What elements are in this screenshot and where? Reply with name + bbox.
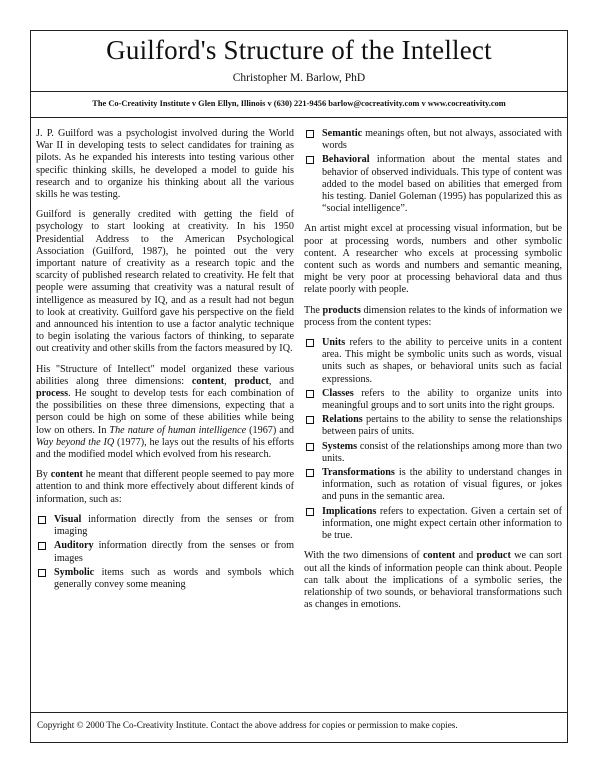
list-item: Units refers to the ability to perceive units in a content area. This might be symbolic units such as words, visual units such as shapes, or behavioral units such as facial expressions. (304, 337, 562, 386)
list-item: Semantic meanings often, but not always, associated with words (304, 128, 562, 152)
divider (31, 91, 567, 92)
paragraph-products: The products dimension relates to the kinds of information we process from the content types: (304, 304, 562, 328)
checkbox-icon (38, 542, 46, 550)
paragraph-model: His "Structure of Intellect" model organized these various abilities along three dimensions: content, product, and process. He sought to develop tests for each combination of the possibilities on these three dimensions, expecting that a person could be high on some of these abilities while being low on others. In The nature of human intelligence (1967) and Way beyond the IQ (1977), he lays out the results of his efforts and the modified model which evolved from his research. (36, 363, 295, 461)
checkbox-icon (306, 443, 314, 451)
checkbox-icon (38, 569, 46, 577)
content-list (36, 514, 294, 591)
document-frame (30, 30, 568, 743)
list-item: Systems consist of the relationships among more than two units. (304, 441, 562, 465)
content-list-continued (304, 128, 562, 215)
checkbox-icon (38, 516, 46, 524)
checkbox-icon (306, 416, 314, 424)
paragraph-intro: J. P. Guilford was a psychologist involved during the World War II in developing tests to select candidates for training as pilots. As he expanded his interests into testing various other specific thinking skills, he developed a model to guide his research and to organize his thinking about all the various skills he was testing. (36, 128, 294, 201)
divider (31, 712, 567, 713)
checkbox-icon (306, 469, 314, 477)
paragraph-content: By content he meant that different people seemed to pay more attention to and think more effectively about different kinds of information, such as: (36, 469, 295, 505)
checkbox-icon (306, 339, 314, 347)
author-line: Christopher M. Barlow, PhD (232, 72, 366, 84)
list-item: Symbolic items such as words and symbols which generally convey some meaning (36, 567, 294, 591)
checkbox-icon (306, 390, 314, 398)
products-list (304, 337, 562, 542)
list-item: Implications refers to expectation. Given a certain set of information, one might expect certain other information to be true. (304, 506, 562, 543)
checkbox-icon (306, 156, 314, 164)
checkbox-icon (306, 130, 314, 138)
copyright-notice: Copyright © 2000 The Co-Creativity Institute. Contact the above address for copies or permission to make copies. (37, 720, 458, 730)
list-item: Behavioral information about the mental states and behavior of observed individuals. This type of content was added to the model based on abilities that emerged from his testing. Daniel Goleman (1995) has popularized this as “social intelligence”. (304, 154, 562, 215)
list-item: Auditory information directly from the senses or from images (36, 540, 294, 564)
left-column (36, 128, 294, 599)
right-column (304, 128, 562, 619)
list-item: Transformations is the ability to understand changes in information, such as rotation of visual figures, or jokes and puns in the semantic area. (304, 467, 562, 504)
paragraph-artist: An artist might excel at processing visual information, but be poor at processing words, numbers and other symbolic content. A researcher who excels at processing symbolic content such as words and numbers and semantic meaning, might be very poor at processing behavioral data and thus relate poorly with people. (304, 223, 562, 296)
list-item: Visual information directly from the senses or from imaging (36, 514, 294, 538)
contact-line: The Co-Creativity Institute v Glen Ellyn, Illinois v (630) 221-9456 barlow@cocreativity.com v www.cocreativity.com (92, 99, 506, 108)
paragraph-creativity: Guilford is generally credited with getting the field of psychology to start looking at creativity. In his 1950 Presidential Address to the American Psychological Association (Guilford, 1987), he pointed out the very important nature of creativity as a research topic and the scarcity of published research related to creativity. He felt that people were assuming that creativity was a natural result of intelligence as measured by IQ, and as a result had not begun to look at creativity. Guilford gave his perspective on the field and announced his intention to use a factor analytic technique to begin isolating the various factors of thinking, to separate out creativity and other skills from the factors measured by IQ. (36, 209, 294, 355)
page-title: Guilford's Structure of the Intellect (106, 35, 492, 65)
checkbox-icon (306, 508, 314, 516)
list-item: Relations pertains to the ability to sense the relationships between pairs of units. (304, 414, 562, 438)
paragraph-conclusion: With the two dimensions of content and product we can sort out all the kinds of information people can think about. People can talk about the implications of a symbolic series, the relationship of two sounds, or behavioral transformations such as changes in emotions. (304, 550, 562, 611)
list-item: Classes refers to the ability to organize units into meaningful groups and to sort units into the right groups. (304, 388, 562, 412)
divider (31, 117, 567, 118)
